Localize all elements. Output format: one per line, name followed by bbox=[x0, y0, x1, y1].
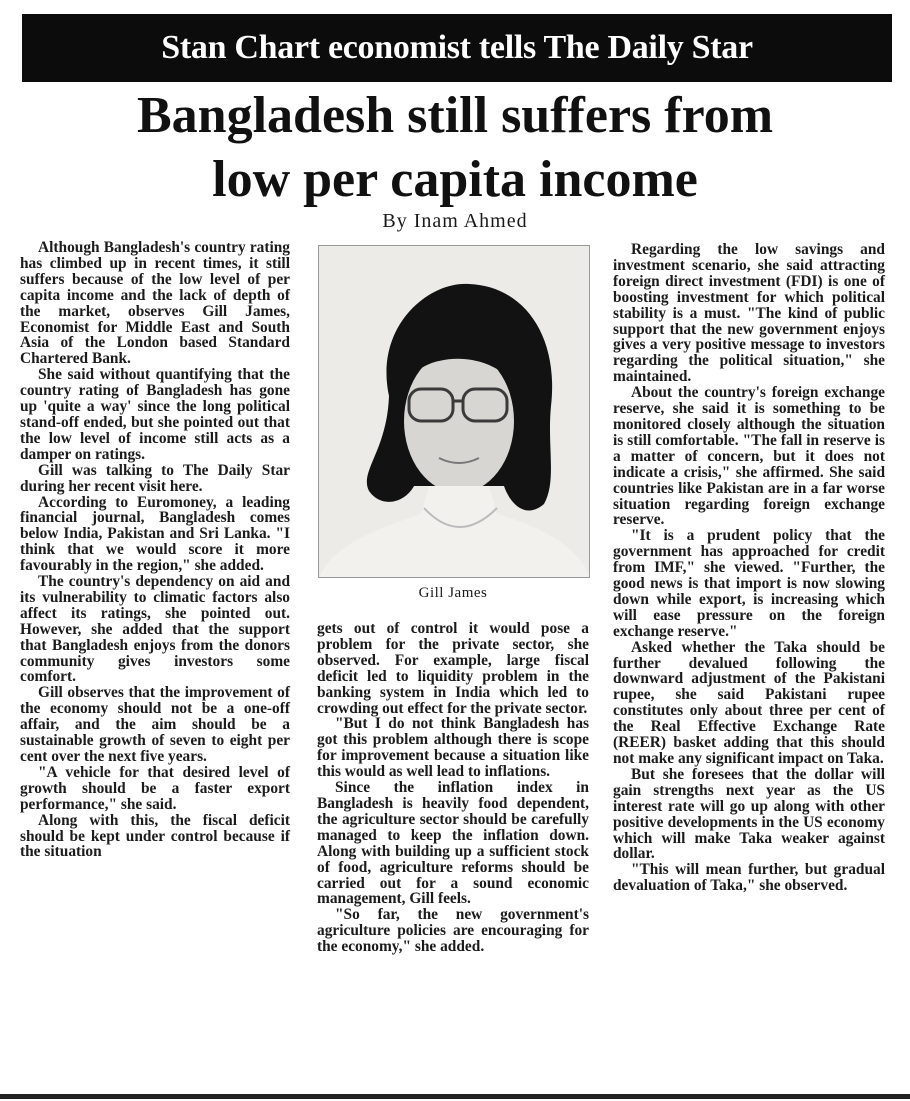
article-column-1 bbox=[20, 240, 290, 860]
paragraph: "A vehicle for that desired level of growth should be a faster export performance," she said. bbox=[20, 763, 290, 813]
paragraph: She said without quantifying that the country rating of Bangladesh has gone up 'quite a way' since the long political stand-off ended, but she pointed out that the low level of income still acts as a damper on ratings. bbox=[20, 366, 290, 463]
paragraph: "It is a prudent policy that the government has approached for credit from IMF," she viewed. "Further, the good news is that import is now slowing down while export, is increasing which will ease pressure on the foreign exchange reserve." bbox=[613, 527, 885, 640]
paragraph: "This will mean further, but gradual devaluation of Taka," she observed. bbox=[613, 861, 885, 895]
paragraph: About the country's foreign exchange reserve, she said it is something to be monitored closely although the situation is still comfortable. "The fall in reserve is a matter of concern, but it does not indicate a crisis," she affirmed. She said countries like Pakistan are in a far worse situation regarding foreign exchange reserve. bbox=[613, 384, 885, 529]
article-column-3 bbox=[613, 242, 885, 894]
paragraph: Asked whether the Taka should be further devalued following the downward adjustment of the Pakistani rupee, she said Pakistani rupee constitutes only about three per cent of the Real Effective Exchange Rate (REER) basket adding that this should not make any significant impact on Taka. bbox=[613, 638, 885, 767]
paragraph: The country's dependency on aid and its vulnerability to climatic factors also affect its ratings, she pointed out. However, she added that the support that Bangladesh enjoys from the donors community gives investors some comfort. bbox=[20, 573, 290, 686]
headline bbox=[10, 84, 900, 212]
paragraph: "But I do not think Bangladesh has got this problem although there is scope for improvement because a situation like this would as well lead to inflations. bbox=[317, 715, 589, 781]
byline: By Inam Ahmed bbox=[382, 210, 528, 232]
portrait-illustration bbox=[319, 246, 590, 578]
paragraph: "So far, the new government's agriculture policies are encouraging for the economy," she added. bbox=[317, 906, 589, 956]
bottom-rule bbox=[0, 1094, 910, 1099]
headline-line-2: low per capita income bbox=[212, 151, 698, 208]
paragraph: gets out of control it would pose a problem for the private sector, she observed. For example, large fiscal deficit led to liquidity problem in the banking system in India which led to crowding out effect for the private sector. bbox=[317, 620, 589, 717]
paragraph: Although Bangladesh's country rating has climbed up in recent times, it still suffers because of the low level of per capita income and the lack of depth of the market, observes Gill James, Economist for Middle East and South Asia of the London based Standard Chartered Bank. bbox=[20, 239, 290, 368]
article-column-2 bbox=[317, 621, 589, 955]
paragraph: Along with this, the fiscal deficit should be kept under control because if the situation bbox=[20, 811, 290, 861]
kicker-text: Stan Chart economist tells The Daily Star bbox=[161, 29, 753, 66]
paragraph: Gill observes that the improvement of the economy should not be a one-off affair, and the aim should be a sustainable growth of seven to eight per cent over the next five years. bbox=[20, 684, 290, 765]
paragraph: Regarding the low savings and investment scenario, she said attracting foreign direct investment (FDI) is one of boosting investment for which political stability is a must. "The kind of public support that the new government enjoys gives a very positive message to investors regarding the political situation," she maintained. bbox=[613, 241, 885, 386]
paragraph: According to Euromoney, a leading financial journal, Bangladesh comes below India, Pakistan and Sri Lanka. "I think that we would score it more favourably in the region," she added. bbox=[20, 493, 290, 575]
paragraph: Since the inflation index in Bangladesh is heavily food dependent, the agriculture sector should be carefully managed to keep the inflation down. Along with building up a sufficient stock of food, agriculture reforms should be carried out for a sound economic management, Gill feels. bbox=[317, 779, 589, 908]
paragraph: Gill was talking to The Daily Star during her recent visit here. bbox=[20, 461, 290, 495]
photo-caption: Gill James bbox=[418, 585, 488, 601]
kicker-banner bbox=[22, 14, 892, 82]
paragraph: But she foresees that the dollar will gain strengths next year as the US interest rate will go up along with other positive developments in the US economy which will make Taka weaker against dollar. bbox=[613, 765, 885, 863]
portrait-photo bbox=[318, 245, 590, 578]
headline-line-1: Bangladesh still suffers from bbox=[136, 87, 774, 144]
